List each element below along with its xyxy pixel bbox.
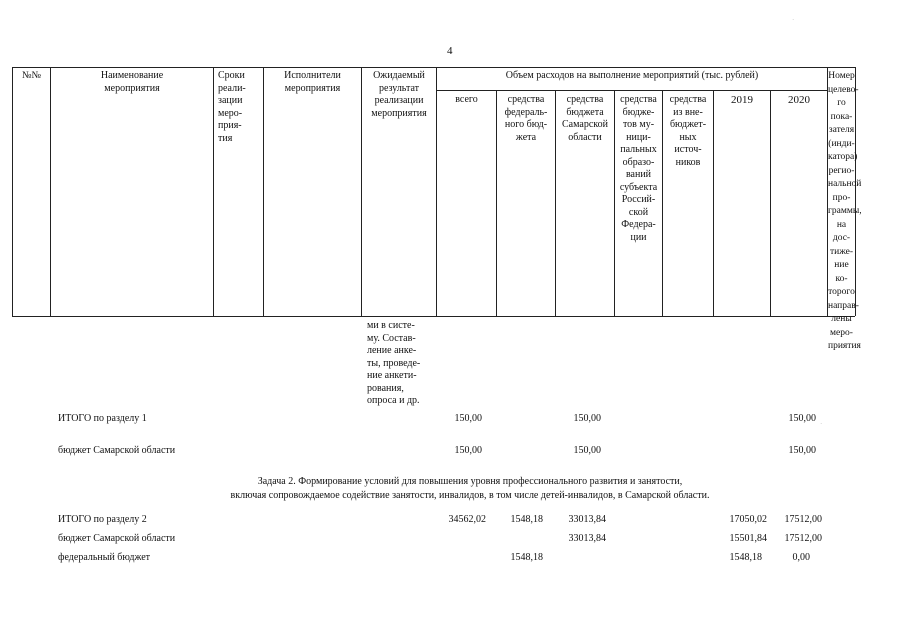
continuation-line: ние анкети- xyxy=(367,370,417,381)
header-regional-line: средства xyxy=(566,94,604,105)
header-municipal-line: тов му- xyxy=(622,119,655,130)
header-executors-line: Исполнители xyxy=(284,70,341,81)
header-result-line: результат xyxy=(378,82,420,94)
header-indicator-line: го пока- xyxy=(830,98,853,122)
header-result-line: Ожидаемый xyxy=(373,70,425,81)
scan-speck: · xyxy=(792,16,795,24)
header-indicator-line: зателя xyxy=(828,125,855,135)
header-federal-line: жета xyxy=(515,131,537,143)
header-indicator-line: Номер xyxy=(828,71,855,81)
grid-volume-line xyxy=(436,90,827,91)
header-executors xyxy=(264,70,361,95)
header-municipal-line: образо- xyxy=(622,156,655,168)
cell-2019: 17050,02 xyxy=(729,514,767,525)
header-number: №№ xyxy=(21,70,42,81)
cell-regional: 150,00 xyxy=(573,413,601,424)
cell-2020: 150,00 xyxy=(788,445,816,456)
grid-vline xyxy=(770,90,771,316)
grid-bottom-line xyxy=(12,316,855,317)
header-result xyxy=(362,70,436,120)
header-extrabudget-line: из вне- xyxy=(673,106,703,118)
grid-top-line xyxy=(12,67,855,68)
continuation-line: му. Состав- xyxy=(367,332,416,344)
header-regional-line: Самарской xyxy=(562,119,608,130)
cell-2020: 0,00 xyxy=(792,552,810,563)
header-indicator-line: регио- xyxy=(828,165,855,176)
grid-vline xyxy=(213,67,214,316)
grid-vline xyxy=(50,67,51,316)
header-indicator-line: нальной xyxy=(828,179,862,189)
header-municipal-line: Россий- xyxy=(621,194,656,205)
cell-2019: 15501,84 xyxy=(729,533,767,544)
task2-line: Задача 2. Формирование условий для повышения уровня профессионального развития и занятости, xyxy=(257,476,683,487)
header-total: всего xyxy=(455,94,478,105)
grid-vline xyxy=(12,67,13,316)
header-terms-line: прия- xyxy=(218,120,242,131)
cell-federal: 1548,18 xyxy=(510,514,543,525)
header-extrabudget-line: бюджет- xyxy=(669,119,707,130)
header-indicator-line: ние ко- xyxy=(834,260,849,284)
cell-2020: 17512,00 xyxy=(784,514,822,525)
header-indicator-line: про- xyxy=(832,192,851,203)
cell-total: 150,00 xyxy=(454,413,482,424)
header-indicator-line: на дос- xyxy=(832,219,851,243)
continuation-line: ми в систе- xyxy=(367,320,415,331)
header-indicator-line: лены xyxy=(831,314,852,324)
header-terms xyxy=(218,70,263,145)
header-municipal-line: ваний xyxy=(625,169,652,180)
continuation-line: ление анке- xyxy=(367,345,417,356)
header-municipal-line: бюдже- xyxy=(622,106,655,118)
row-label: бюджет Самарской области xyxy=(58,445,176,456)
cell-federal: 1548,18 xyxy=(510,552,543,563)
continuation-text xyxy=(367,320,435,408)
header-extrabudget-line: ных xyxy=(679,131,697,143)
cell-regional: 33013,84 xyxy=(568,533,606,544)
cell-2020: 150,00 xyxy=(788,413,816,424)
task2-line: включая сопровождаемое содействие занятости, инвалидов, в том числе детей-инвалидов, в Самарской области. xyxy=(230,490,710,501)
header-federal xyxy=(497,94,555,144)
header-federal-line: ного бюд- xyxy=(504,119,548,130)
cell-regional: 33013,84 xyxy=(568,514,606,525)
cell-total: 34562,02 xyxy=(448,514,486,525)
header-name-line: Наименование xyxy=(100,70,164,81)
header-municipal-line: ници- xyxy=(626,131,651,143)
row-label: ИТОГО по разделу 2 xyxy=(58,514,147,525)
row-label: бюджет Самарской области xyxy=(58,533,176,544)
header-municipal xyxy=(615,94,662,244)
header-indicator-line: торого xyxy=(828,287,855,297)
header-indicator xyxy=(828,70,862,354)
header-indicator-line: целево- xyxy=(828,84,859,95)
cell-regional: 150,00 xyxy=(573,445,601,456)
header-extrabudget-line: ников xyxy=(675,156,701,168)
header-terms-line: меро- xyxy=(218,107,243,119)
cell-total: 150,00 xyxy=(454,445,482,456)
cell-2019: 1548,18 xyxy=(729,552,762,563)
header-name-line: мероприятия xyxy=(104,82,160,94)
task2-heading xyxy=(150,475,790,503)
grid-vline xyxy=(263,67,264,316)
header-volume: Объем расходов на выполнение мероприятий (тыс. рублей) xyxy=(505,70,759,81)
header-municipal-line: Федера- xyxy=(621,219,656,230)
header-terms-line: тия xyxy=(218,132,233,144)
continuation-line: опроса и др. xyxy=(367,395,420,406)
header-indicator-line: приятия xyxy=(828,341,861,351)
header-municipal-line: ской xyxy=(628,206,649,218)
scan-speck: · xyxy=(820,420,823,428)
header-federal-line: федераль- xyxy=(504,106,548,118)
header-extrabudget-line: источ- xyxy=(674,144,702,155)
header-terms-line: реали- xyxy=(218,82,246,94)
row-label: ИТОГО по разделу 1 xyxy=(58,413,147,424)
header-municipal-line: субъекта xyxy=(619,181,658,193)
header-indicator-line: тиже- xyxy=(829,246,854,257)
header-extrabudget xyxy=(663,94,713,169)
header-name xyxy=(51,70,213,95)
header-municipal-line: ции xyxy=(630,231,647,243)
header-year-2020: 2020 xyxy=(788,94,810,106)
header-result-line: реализации xyxy=(374,95,424,106)
cell-2020: 17512,00 xyxy=(784,533,822,544)
header-result-line: мероприятия xyxy=(371,107,427,119)
header-regional xyxy=(556,94,614,144)
header-executors-line: мероприятия xyxy=(284,82,341,94)
continuation-line: рования, xyxy=(367,382,404,394)
header-federal-line: средства xyxy=(507,94,545,105)
header-year-2019: 2019 xyxy=(731,94,753,106)
header-municipal-line: средства xyxy=(620,94,657,105)
page-number: 4 xyxy=(447,45,453,57)
header-terms-line: зации xyxy=(218,95,243,106)
header-regional-line: бюджета xyxy=(566,106,604,118)
header-extrabudget-line: средства xyxy=(669,94,707,105)
row-label: федеральный бюджет xyxy=(58,552,151,563)
continuation-line: ты, проведе- xyxy=(367,357,421,369)
header-indicator-line: направ- xyxy=(828,300,859,311)
header-indicator-line: (инди- xyxy=(828,138,855,149)
header-regional-line: области xyxy=(568,131,602,143)
header-indicator-line: меро- xyxy=(830,327,853,338)
grid-vline xyxy=(713,90,714,316)
header-municipal-line: пальных xyxy=(620,144,657,155)
header-terms-line: Сроки xyxy=(218,70,245,81)
header-indicator-line: катора) xyxy=(828,152,858,162)
grid-vline xyxy=(855,67,856,316)
header-indicator-line: граммы, xyxy=(828,206,862,216)
